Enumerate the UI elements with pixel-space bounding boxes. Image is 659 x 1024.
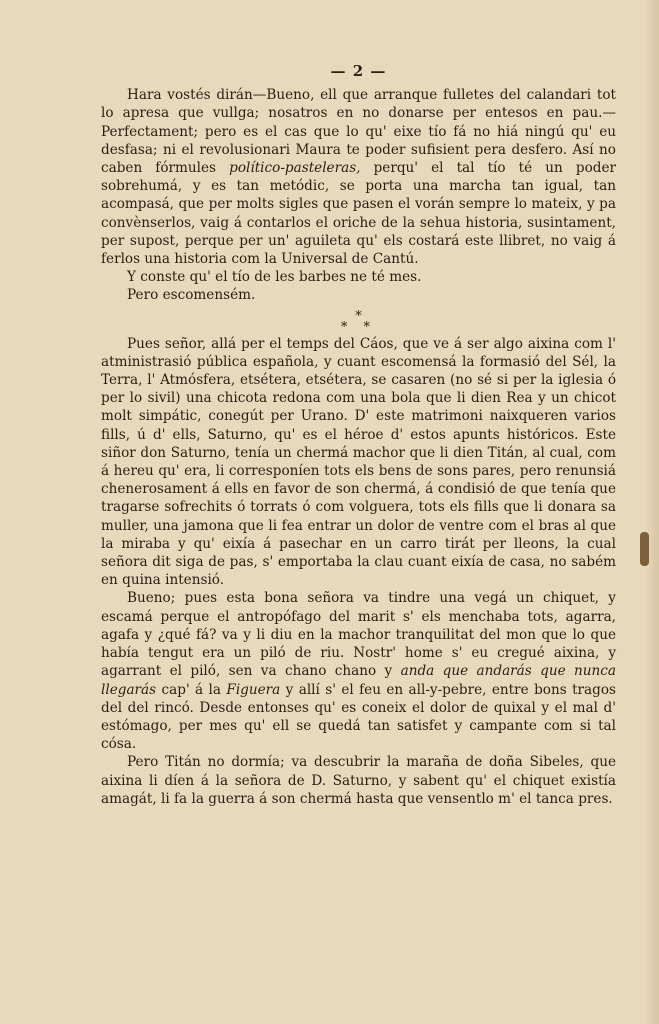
asterism-separator — [101, 308, 616, 335]
text-segment: Y conste qu' el tío de les barbes ne té mes. — [127, 269, 422, 286]
italic-text-segment: Figuera — [226, 681, 281, 698]
text-segment: cap' á la — [156, 681, 227, 698]
page-stain — [640, 532, 649, 566]
text-segment: perqu' el tal tío té un poder sobrehumá, y es tan metódic, se porta una marcha tan igual, tan acompasá, que per molts sigles que pasen el vorán sempre lo mateix, y pa convènserlos, vaig á contarlos el oriche de la sehua historia, susintament, per supost, perque per un' aguileta qu' els costará este llibret, no vaig á ferlos una historia com la Universal de Cantú. — [101, 160, 616, 268]
asterism-bottom: * * — [340, 319, 377, 335]
paragraph-barbes — [101, 268, 616, 286]
text-segment: Pues señor, allá per el temps del Cáos, que ve á ser algo aixina com l' atministrasió pública española, y cuant escomensá la formasió del Sél, la Terra, l' Atmósfera, etsétera, etsétera, se casaren (no sé si per la iglesia ó per lo sivil) una chicota redona com una bola que li dien Rea y un chicot molt simpátic, conegút per Urano. D' este matrimoni naixqueren varios fills, ú d' ells, Saturno, qu' es el héroe d' estos apunts históricos. Este siñor don Saturno, tenía un chermá machor que li dien Titán, al cual, com á hereu qu' era, li corresponíen tots els bens de sons pares, pero renunsiá chenerosament á ells en favor de son chermá, á condisió de que tenía que tragarse sofrechits ó torrats ó com volguera, tots els fills que li donara sa muller, una jamona que li fea entrar un dolor de ventre com el bras al que la miraba y qu' eixía á pasechar en un carro tirát per lleons, la cual señora dit siga de pas, s' emportaba la clau cuant eixía de casa, no sabém en quina intensió. — [101, 335, 616, 589]
text-segment: y allí s' el feu en all-y-pebre, entre bons tragos del del rincó. Desde entonses qu' es coneix el dolor de quixal y el mal d' estómago, per mes qu' ell se quedá tan satisfet y campante com si tal cósa. — [101, 681, 616, 753]
paragraph-titan — [101, 753, 616, 808]
italic-text-segment: político-pasteleras, — [229, 160, 361, 177]
text-segment: Bueno; pues esta bona señora va tindre una vegá un chiquet, y escamá perque el antropófago del marit s' els menchaba tots, agarra, agafa y ¿qué fá? va y li diu en la machor tranquilitat del mon que lo que había tengut era un piló de riu. Nostr' home s' eu cregué aixina, y agarrant el piló, sen va chano chano y — [101, 590, 616, 680]
paragraph-bueno — [101, 589, 616, 753]
italic-text-segment: anda que andarás que nunca llegarás — [101, 663, 616, 698]
page-edge-shadow — [645, 0, 659, 1024]
asterism-top: * — [355, 308, 362, 324]
text-block — [101, 62, 616, 808]
paragraph-escomensem — [101, 286, 616, 304]
text-segment: Pero escomensém. — [127, 287, 256, 304]
paragraph-intro — [101, 86, 616, 268]
page-number: — 2 — — [330, 62, 387, 80]
text-segment: Pero Titán no dormía; va descubrir la maraña de doña Sibeles, que aixina li díen á la señora de D. Saturno, y sabent qu' el chiquet existía amagát, li fa la guerra á son chermá hasta que vensentlo m' el tanca pres. — [101, 754, 616, 807]
text-segment: Hara vostés dirán—Bueno, ell que arranque fulletes del calandari tot lo apresa que vullga; nosatros en no donarse per entesos en pau.—Perfectament; pero es el cas que lo qu' eixe tío fá no hiá ningú qu' eu desfasa; ni el revolusionari Maura te poder sufisient pera desfero. Así no caben fórmules — [101, 87, 616, 177]
paragraph-caos — [101, 335, 616, 590]
